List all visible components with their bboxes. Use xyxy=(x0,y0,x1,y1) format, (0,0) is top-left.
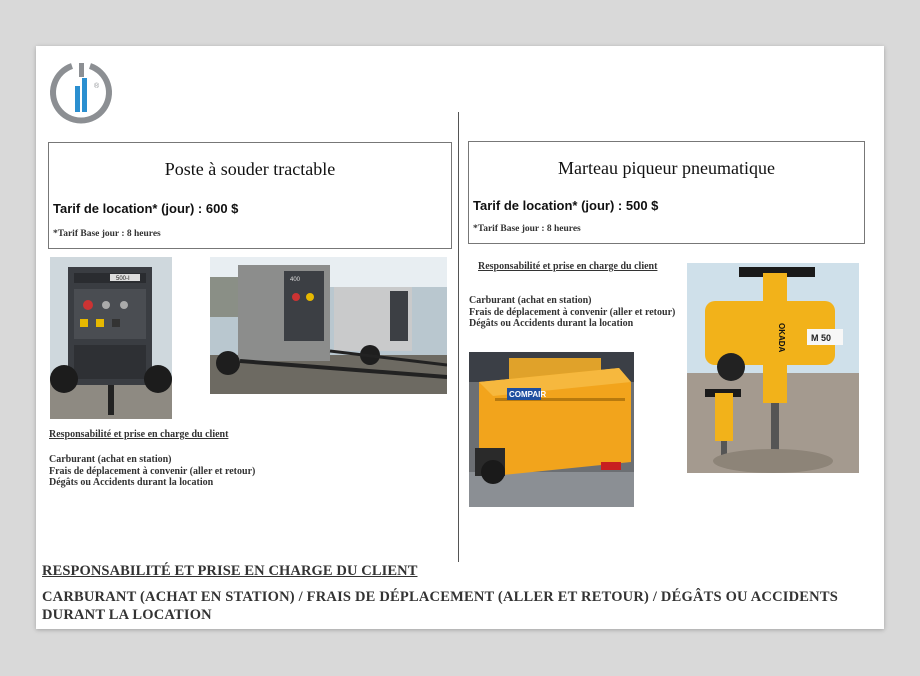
footer-heading: RESPONSABILITÉ ET PRISE EN CHARGE DU CLIENT xyxy=(42,563,418,579)
left-offer-title: Poste à souder tractable xyxy=(164,159,336,179)
compressor-brand-label: COMPAIR xyxy=(509,390,547,399)
compressor-model-label: M 50 xyxy=(811,333,832,343)
jackhammer-brand-label: OKADA xyxy=(777,323,786,353)
right-cost-item: Frais de déplacement à convenir (aller et retour) xyxy=(469,306,676,318)
left-offer-note: *Tarif Base jour : 8 heures xyxy=(53,229,161,239)
right-cost-item: Carburant (achat en station) xyxy=(469,295,592,306)
company-logo-icon xyxy=(46,58,116,128)
welder-front-photo xyxy=(50,257,172,419)
left-cost-item: Carburant (achat en station) xyxy=(49,454,172,465)
welder-model-label: 500-I xyxy=(116,276,130,282)
compressor-photo xyxy=(469,352,634,507)
left-cost-item: Frais de déplacement à convenir (aller et retour) xyxy=(49,465,256,477)
left-responsibility-heading: Responsabilité et prise en charge du client xyxy=(49,429,229,440)
left-cost-item: Dégâts ou Accidents durant la location xyxy=(49,477,214,488)
right-offer-price: Tarif de location* (jour) : 500 $ xyxy=(473,198,659,213)
left-cost-list xyxy=(49,454,255,489)
welder-unit-label: 400 xyxy=(290,277,301,283)
jackhammers-photo xyxy=(687,263,859,473)
document-page xyxy=(36,46,884,629)
right-offer-title: Marteau piqueur pneumatique xyxy=(558,158,775,178)
right-offer-card xyxy=(468,141,865,244)
footer-text: CARBURANT (ACHAT EN STATION) / FRAIS DE DÉPLACEMENT (ALLER ET RETOUR) / DÉGÂTS OU ACCIDENTS DURANT LA LOCATION xyxy=(42,589,838,623)
right-offer-note: *Tarif Base jour : 8 heures xyxy=(473,224,581,234)
towable-welders-photo xyxy=(210,257,447,394)
right-responsibility-heading: Responsabilité et prise en charge du client xyxy=(478,261,658,272)
registered-mark: ® xyxy=(94,83,100,90)
left-offer-price: Tarif de location* (jour) : 600 $ xyxy=(53,201,239,216)
right-cost-list xyxy=(469,295,681,330)
column-divider xyxy=(458,112,459,562)
left-offer-card xyxy=(48,142,452,249)
right-cost-item: Dégâts ou Accidents durant la location xyxy=(469,318,634,329)
